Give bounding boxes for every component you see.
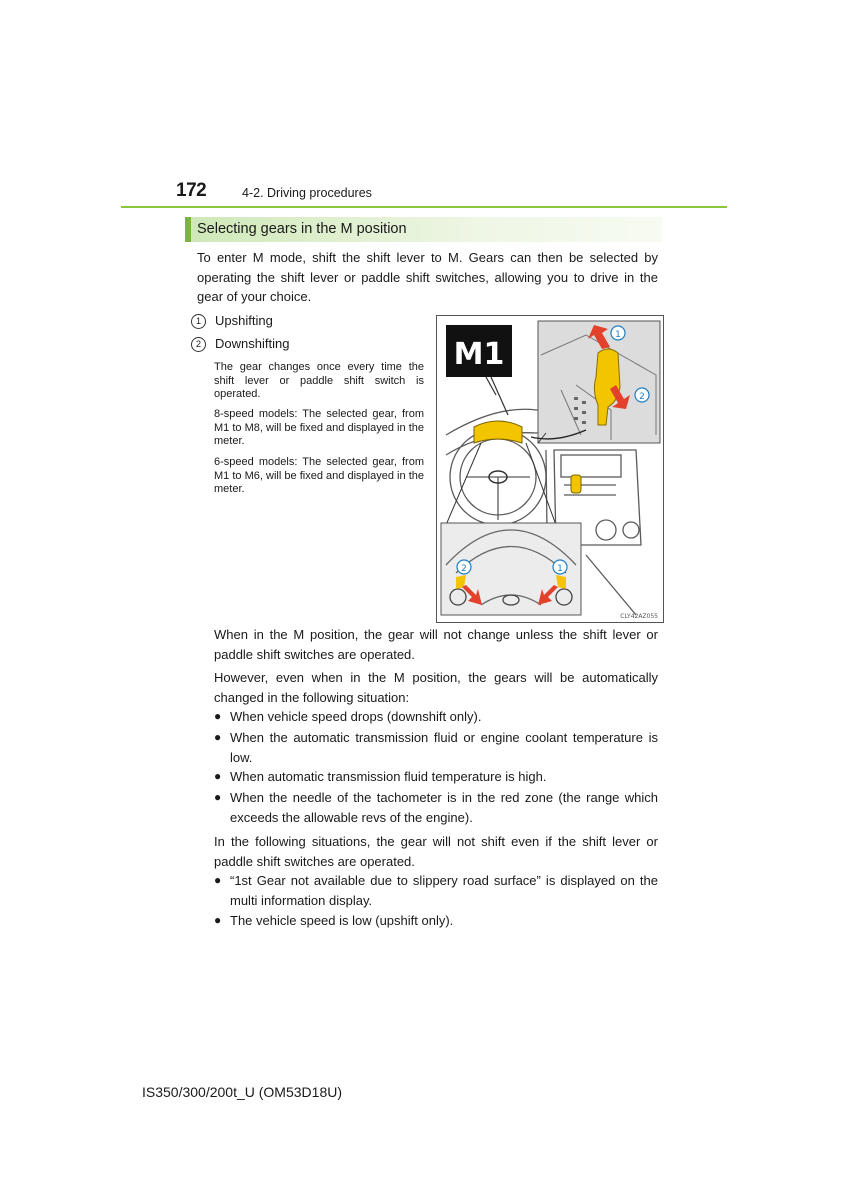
bullet-text: “1st Gear not available due to slippery road surface” is displayed on the multi information display.	[230, 873, 658, 908]
number-2-icon: 2	[191, 337, 206, 352]
page-number: 172	[176, 180, 207, 201]
bullet-icon: ●	[214, 769, 222, 783]
header-divider	[121, 206, 727, 208]
bullet-text: When the automatic transmission fluid or engine coolant temperature is low.	[230, 730, 658, 765]
bullet-text: The vehicle speed is low (upshift only).	[230, 913, 454, 928]
paddle-callout-1-label: 1	[557, 564, 563, 574]
list-item	[214, 871, 658, 910]
shift-lever-illustration	[436, 315, 664, 623]
list-item-downshifting	[191, 336, 289, 352]
list-item	[214, 767, 658, 787]
bullet-text: When automatic transmission fluid temperature is high.	[230, 769, 547, 784]
note-6-speed: 6-speed models: The selected gear, from M1 to M6, will be fixed and displayed in the meter.	[214, 456, 424, 496]
item-label: Upshifting	[215, 313, 273, 328]
bullet-icon: ●	[214, 790, 222, 804]
illustration-code: CLY42AZ055	[620, 613, 658, 620]
bullet-icon: ●	[214, 730, 222, 744]
list-item	[214, 707, 658, 727]
list-item	[214, 788, 658, 827]
footer-model-code: IS350/300/200t_U (OM53D18U)	[142, 1084, 342, 1100]
item-label: Downshifting	[215, 336, 290, 351]
no-shift-note: In the following situations, the gear will not shift even if the shift lever or paddle shift switches are operated.	[214, 834, 658, 869]
shift-lever-highlight	[571, 475, 581, 493]
section-title: 4-2. Driving procedures	[242, 186, 372, 200]
list-item	[214, 728, 658, 767]
bullet-icon: ●	[214, 709, 222, 723]
note-gear-change: The gear changes once every time the shift lever or paddle shift switch is operated.	[214, 361, 424, 401]
paddle-callout-2-label: 2	[461, 564, 467, 574]
list-item-upshifting	[191, 313, 273, 329]
section-heading: Selecting gears in the M position	[185, 217, 662, 242]
auto-change-note: However, even when in the M position, the gears will be automatically changed in the following situation:	[214, 670, 658, 705]
list-item	[214, 911, 658, 931]
bullet-icon: ●	[214, 913, 222, 927]
bullet-text: When vehicle speed drops (downshift only).	[230, 709, 482, 724]
m-position-note: When in the M position, the gear will not change unless the shift lever or paddle shift switches are operated.	[214, 627, 658, 662]
bullet-icon: ●	[214, 873, 222, 887]
number-1-icon: 1	[191, 314, 206, 329]
callout-2-label: 2	[639, 392, 645, 402]
callout-1-label: 1	[615, 330, 621, 340]
intro-paragraph: To enter M mode, shift the shift lever to M. Gears can then be selected by operating the shift lever or paddle shift switches, allowing you to drive in the gear of your choice.	[197, 250, 658, 305]
bullet-text: When the needle of the tachometer is in the red zone (the range which exceeds the allowable revs of the engine).	[230, 790, 658, 825]
note-8-speed: 8-speed models: The selected gear, from M1 to M8, will be fixed and displayed in the meter.	[214, 408, 424, 448]
meter-display-text: M1	[453, 337, 505, 372]
